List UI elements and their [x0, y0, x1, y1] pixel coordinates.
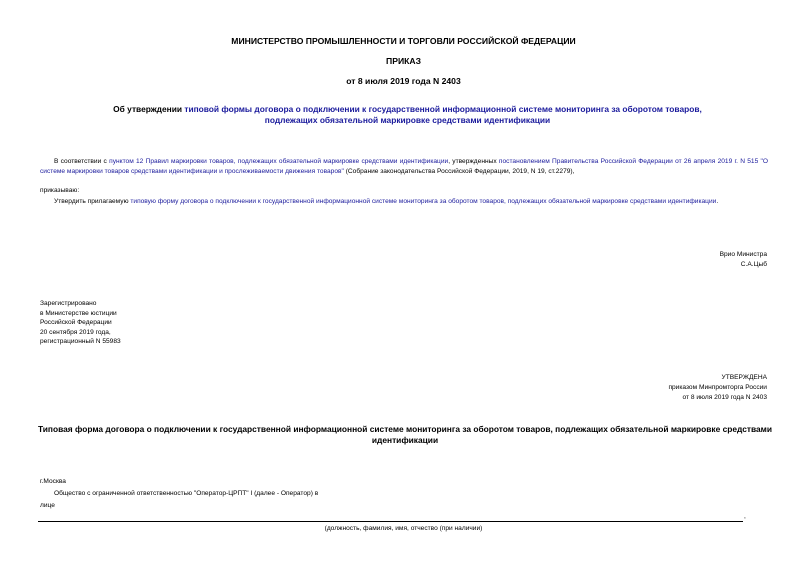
registration-line: в Министерстве юстиции [40, 309, 117, 317]
resolution-link[interactable]: постановлением Правительства Российской Федерации от 26 апреля 2019 г. N 515 "О системе маркировки товаров средствами идентификации и прослеживаемости движения товаров" [40, 158, 769, 175]
signer-title: Врио Министра [719, 251, 767, 258]
order-label: ПРИКАЗ [386, 56, 421, 66]
approval-line: приказом Минпромторга России [668, 384, 767, 391]
approval-block [668, 373, 767, 403]
decision-paragraph [40, 197, 768, 207]
rules-link[interactable]: пунктом 12 Правил маркировки товаров, подлежащих обязательной маркировке средствами идентификации [109, 158, 449, 165]
order-title-prefix: Об утверждении [113, 104, 185, 114]
signature-block [720, 250, 767, 270]
order-date: от 8 июля 2019 года N 2403 [346, 76, 461, 86]
lice-text: лице [40, 502, 55, 509]
approval-line: УТВЕРЖДЕНА [721, 374, 767, 381]
registration-line: 20 сентября 2019 года, [40, 328, 111, 336]
approval-line: от 8 июля 2019 года N 2403 [682, 394, 767, 401]
field-caption: (должность, фамилия, имя, отчество (при наличии) [324, 525, 483, 532]
registration-line: регистрационный N 55983 [40, 338, 121, 345]
ministry-heading: МИНИСТЕРСТВО ПРОМЫШЛЕННОСТИ И ТОРГОВЛИ РОССИЙСКОЙ ФЕДЕРАЦИИ [231, 36, 576, 46]
preamble-text-3: (Собрание законодательства Российской Федерации, 2019, N 19, ст.2279), [343, 168, 575, 175]
form-title: Типовая форма договора о подключении к государственной информационной системе мониторинга за оборотом товаров, подлежащих обязательной маркировке средствами идентификации [37, 424, 773, 445]
registration-block [40, 299, 121, 347]
representative-field-line [38, 521, 743, 522]
company-text: Общество с ограниченной ответственностью "Оператор-ЦРПТ" I (далее - Оператор) в [54, 490, 319, 497]
registration-line: Российской Федерации [40, 319, 112, 326]
signer-name: С.А.Цыб [740, 261, 767, 268]
city-text: г.Москва [40, 478, 66, 485]
preamble-text-1: В соответствии с [54, 158, 110, 165]
order-title [90, 104, 725, 126]
decision-text-1: Утвердить прилагаемую [54, 198, 131, 205]
preamble-paragraph [40, 157, 768, 177]
form-link[interactable]: типовую форму договора о подключении к государственной информационной системе мониторинга за оборотом товаров, подлежащих обязательной маркировке средствами идентификации [130, 198, 717, 205]
preamble-text-2: , утвержденных [448, 158, 499, 165]
decision-text-2: . [716, 198, 719, 205]
registration-line: Зарегистрировано [40, 300, 97, 307]
order-title-link[interactable]: типовой формы договора о подключении к государственной информационной системе мониторинга за оборотом товаров, подлежащих обязательной маркировке средствами идентификации [184, 104, 702, 125]
prikazyvayu-text: приказываю: [40, 187, 80, 194]
field-comma: , [744, 513, 746, 520]
